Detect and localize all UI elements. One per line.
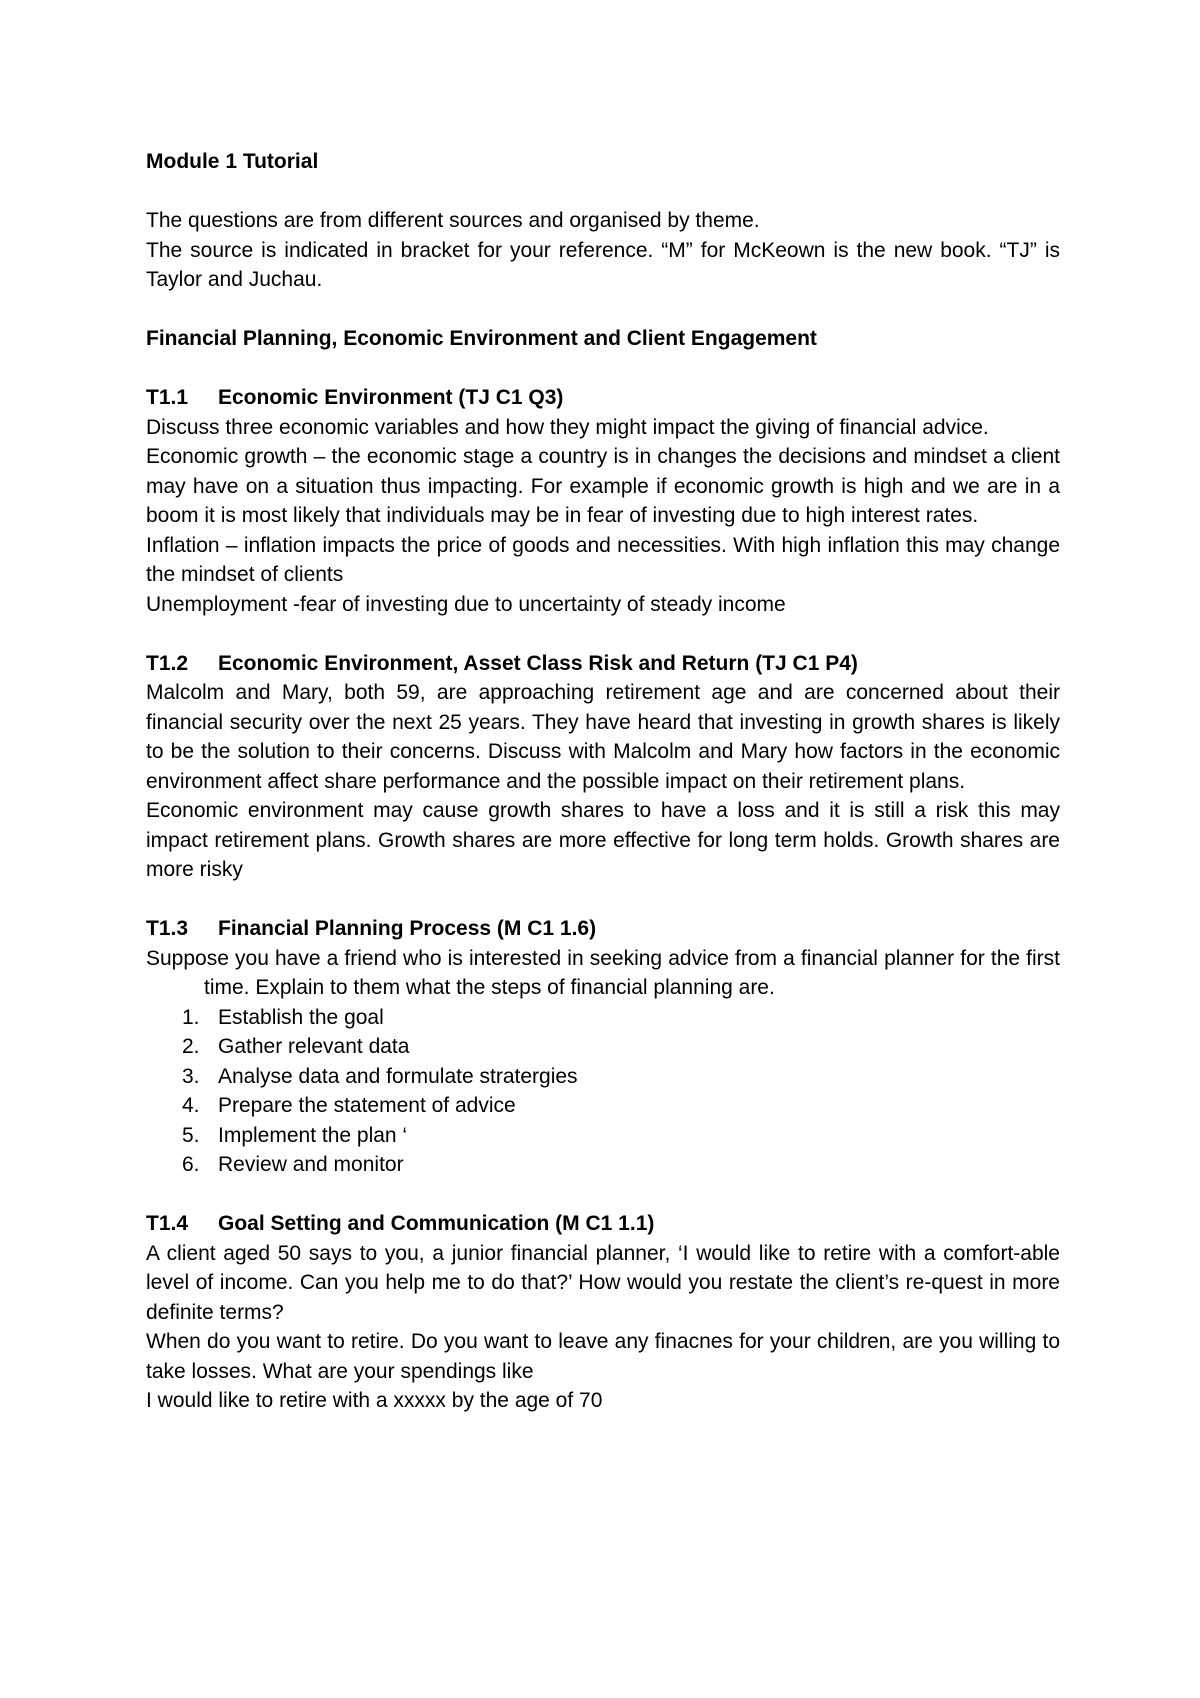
list-item-text: Analyse data and formulate stratergies	[218, 1064, 578, 1088]
question-number: T1.1	[146, 386, 189, 409]
list-item	[182, 1003, 1060, 1033]
question-block-t1-4	[146, 1209, 1060, 1416]
question-heading	[146, 649, 1060, 679]
question-title: Financial Planning Process (M C1 1.6)	[218, 917, 597, 940]
question-heading	[146, 383, 1060, 413]
answer-paragraph: Economic growth – the economic stage a country is in changes the decisions and mindset a client may have on a situation thus impacting. For example if economic growth is high and we are in a boom it is most likely that individuals may be in fear of investing due to high interest rates.	[146, 445, 1060, 527]
document-title: Module 1 Tutorial	[146, 150, 319, 173]
question-title: Goal Setting and Communication (M C1 1.1)	[218, 1212, 655, 1235]
list-item	[182, 1121, 1060, 1151]
question-block-t1-1	[146, 383, 1060, 619]
answer-paragraph: Inflation – inflation impacts the price of goods and necessities. With high inflation this may change the mindset of clients	[146, 533, 1060, 586]
list-item	[182, 1032, 1060, 1062]
list-item-number: 2.	[182, 1035, 200, 1058]
list-item	[182, 1150, 1060, 1180]
question-text: Suppose you have a friend who is interested in seeking advice from a financial planner for the first time. Explain to them what the steps of financial planning are.	[146, 946, 1060, 999]
list-item	[182, 1062, 1060, 1092]
list-item-number: 5.	[182, 1123, 200, 1147]
list-item-text: Implement the plan ‘	[218, 1123, 408, 1147]
list-item	[182, 1091, 1060, 1121]
list-item-number: 6.	[182, 1153, 200, 1176]
answer-paragraph: Economic environment may cause growth shares to have a loss and it is still a risk this may impact retirement plans. Growth shares are more effective for long term holds. Growth shares are more risky	[146, 799, 1060, 881]
list-item-text: Gather relevant data	[218, 1035, 410, 1058]
question-text: Malcolm and Mary, both 59, are approaching retirement age and are concerned about their financial security over the next 25 years. They have heard that investing in growth shares is likely to be the solution to their concerns. Discuss with Malcolm and Mary how factors in the economic environment affect share performance and the possible impact on their retirement plans.	[146, 681, 1060, 793]
list-item-text: Review and monitor	[218, 1153, 404, 1176]
question-block-t1-3	[146, 914, 1060, 1180]
question-heading	[146, 1209, 1060, 1239]
answer-paragraph: I would like to retire with a xxxxx by the age of 70	[146, 1389, 603, 1412]
list-item-number: 3.	[182, 1064, 200, 1088]
answer-paragraph: Unemployment -fear of investing due to uncertainty of steady income	[146, 592, 786, 616]
question-block-t1-2	[146, 649, 1060, 885]
answer-paragraph: When do you want to retire. Do you want to leave any finacnes for your children, are you willing to take losses. What are your spendings like	[146, 1330, 1060, 1383]
question-number: T1.2	[146, 651, 189, 675]
list-item-text: Establish the goal	[218, 1005, 384, 1029]
planning-steps-list	[146, 1003, 1060, 1180]
document-body	[146, 147, 1060, 1445]
list-item-number: 1.	[182, 1005, 200, 1029]
question-number: T1.3	[146, 917, 189, 940]
section-heading: Financial Planning, Economic Environment and Client Engagement	[146, 327, 817, 350]
question-text: Discuss three economic variables and how they might impact the giving of financial advice.	[146, 415, 989, 439]
intro	[146, 206, 1060, 295]
question-text: A client aged 50 says to you, a junior financial planner, ‘I would like to retire with a comfort-able level of income. Can you help me to do that?’ How would you restate the client’s re-quest in more definite terms?	[146, 1241, 1060, 1324]
question-heading	[146, 914, 1060, 944]
list-item-text: Prepare the statement of advice	[218, 1094, 516, 1117]
question-title: Economic Environment, Asset Class Risk and Return (TJ C1 P4)	[218, 651, 858, 675]
question-title: Economic Environment (TJ C1 Q3)	[218, 386, 564, 409]
list-item-number: 4.	[182, 1094, 200, 1117]
question-number: T1.4	[146, 1212, 189, 1235]
intro-line: The source is indicated in bracket for your reference. “M” for McKeown is the new book. “TJ” is Taylor and Juchau.	[146, 238, 1060, 291]
intro-line: The questions are from different sources and organised by theme.	[146, 209, 760, 232]
